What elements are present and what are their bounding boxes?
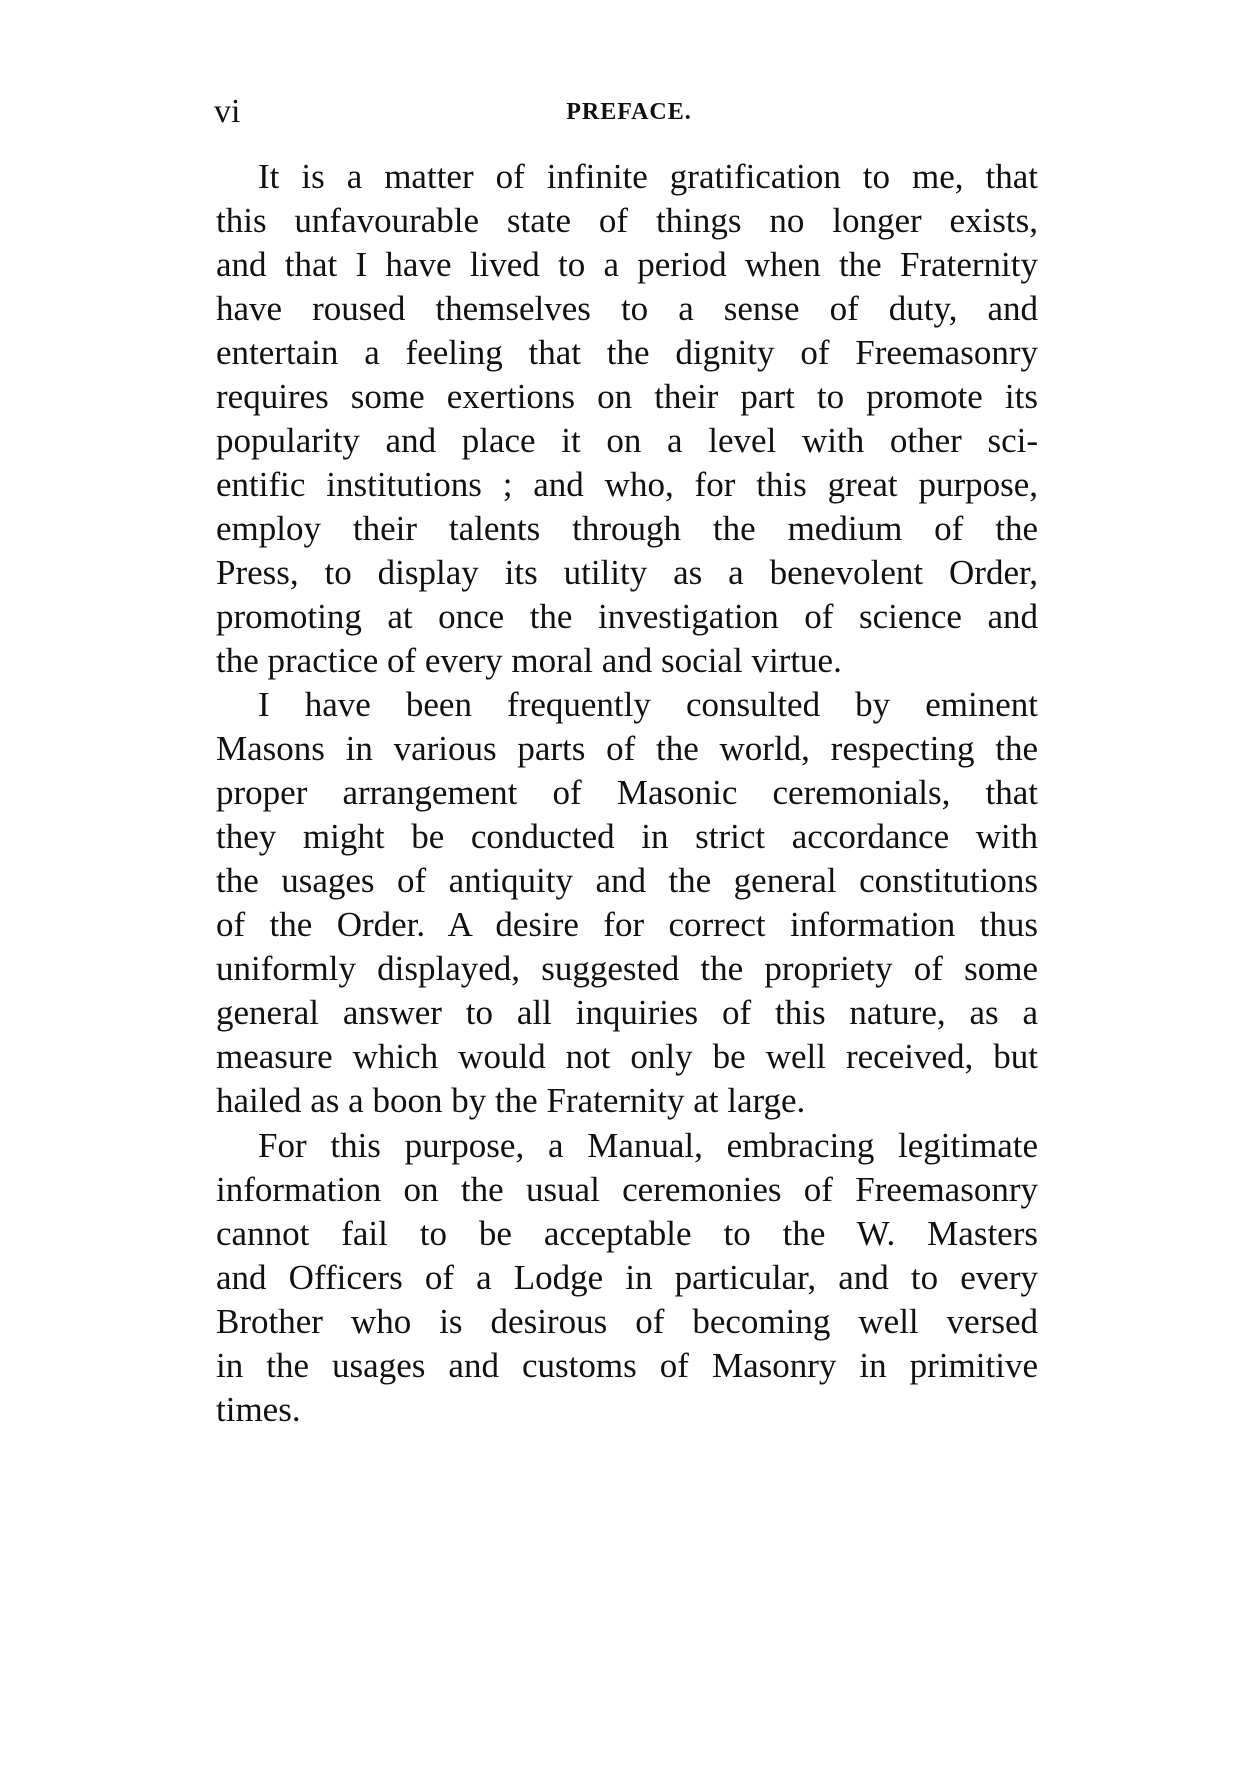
text-line: uniformly displayed, suggested the propriety of some	[216, 949, 1038, 988]
text-line: employ their talents through the medium of the	[216, 509, 1038, 548]
text-line: promoting at once the investigation of science and	[216, 597, 1038, 636]
text-line: popularity and place it on a level with other sci-	[216, 421, 1038, 460]
text-line: I have been frequently consulted by eminent	[258, 685, 1038, 724]
text-line: information on the usual ceremonies of Freemasonry	[216, 1170, 1038, 1209]
text-line: times.	[216, 1390, 301, 1429]
text-line: measure which would not only be well received, but	[216, 1037, 1038, 1076]
text-line: in the usages and customs of Masonry in primitive	[216, 1346, 1038, 1385]
text-line: It is a matter of infinite gratification to me, that	[258, 157, 1038, 196]
text-line: proper arrangement of Masonic ceremonials, that	[216, 773, 1038, 812]
text-line: entertain a feeling that the dignity of Freemasonry	[216, 333, 1038, 372]
text-line: For this purpose, a Manual, embracing legitimate	[258, 1126, 1038, 1165]
text-line: have roused themselves to a sense of duty, and	[216, 289, 1038, 328]
text-line: and Officers of a Lodge in particular, and to every	[216, 1258, 1038, 1297]
text-line: the practice of every moral and social virtue.	[216, 641, 842, 680]
text-line: Press, to display its utility as a benevolent Order,	[216, 553, 1038, 592]
text-line: this unfavourable state of things no longer exists,	[216, 201, 1038, 240]
text-line: of the Order. A desire for correct information thus	[216, 905, 1038, 944]
text-line: Brother who is desirous of becoming well versed	[216, 1302, 1038, 1341]
running-head	[214, 92, 1044, 132]
text-line: general answer to all inquiries of this nature, as a	[216, 993, 1038, 1032]
page-title: PREFACE.	[566, 99, 692, 125]
text-line: requires some exertions on their part to promote its	[216, 377, 1038, 416]
text-line: hailed as a boon by the Fraternity at large.	[216, 1081, 806, 1120]
text-line: cannot fail to be acceptable to the W. Masters	[216, 1214, 1038, 1253]
text-line: they might be conducted in strict accordance with	[216, 817, 1038, 856]
text-line: entific institutions ; and who, for this great purpose,	[216, 465, 1038, 504]
page-number: vi	[214, 93, 241, 130]
text-line: Masons in various parts of the world, respecting the	[216, 729, 1038, 768]
text-line: the usages of antiquity and the general constitutions	[216, 861, 1038, 900]
text-line: and that I have lived to a period when the Fraternity	[216, 245, 1038, 284]
